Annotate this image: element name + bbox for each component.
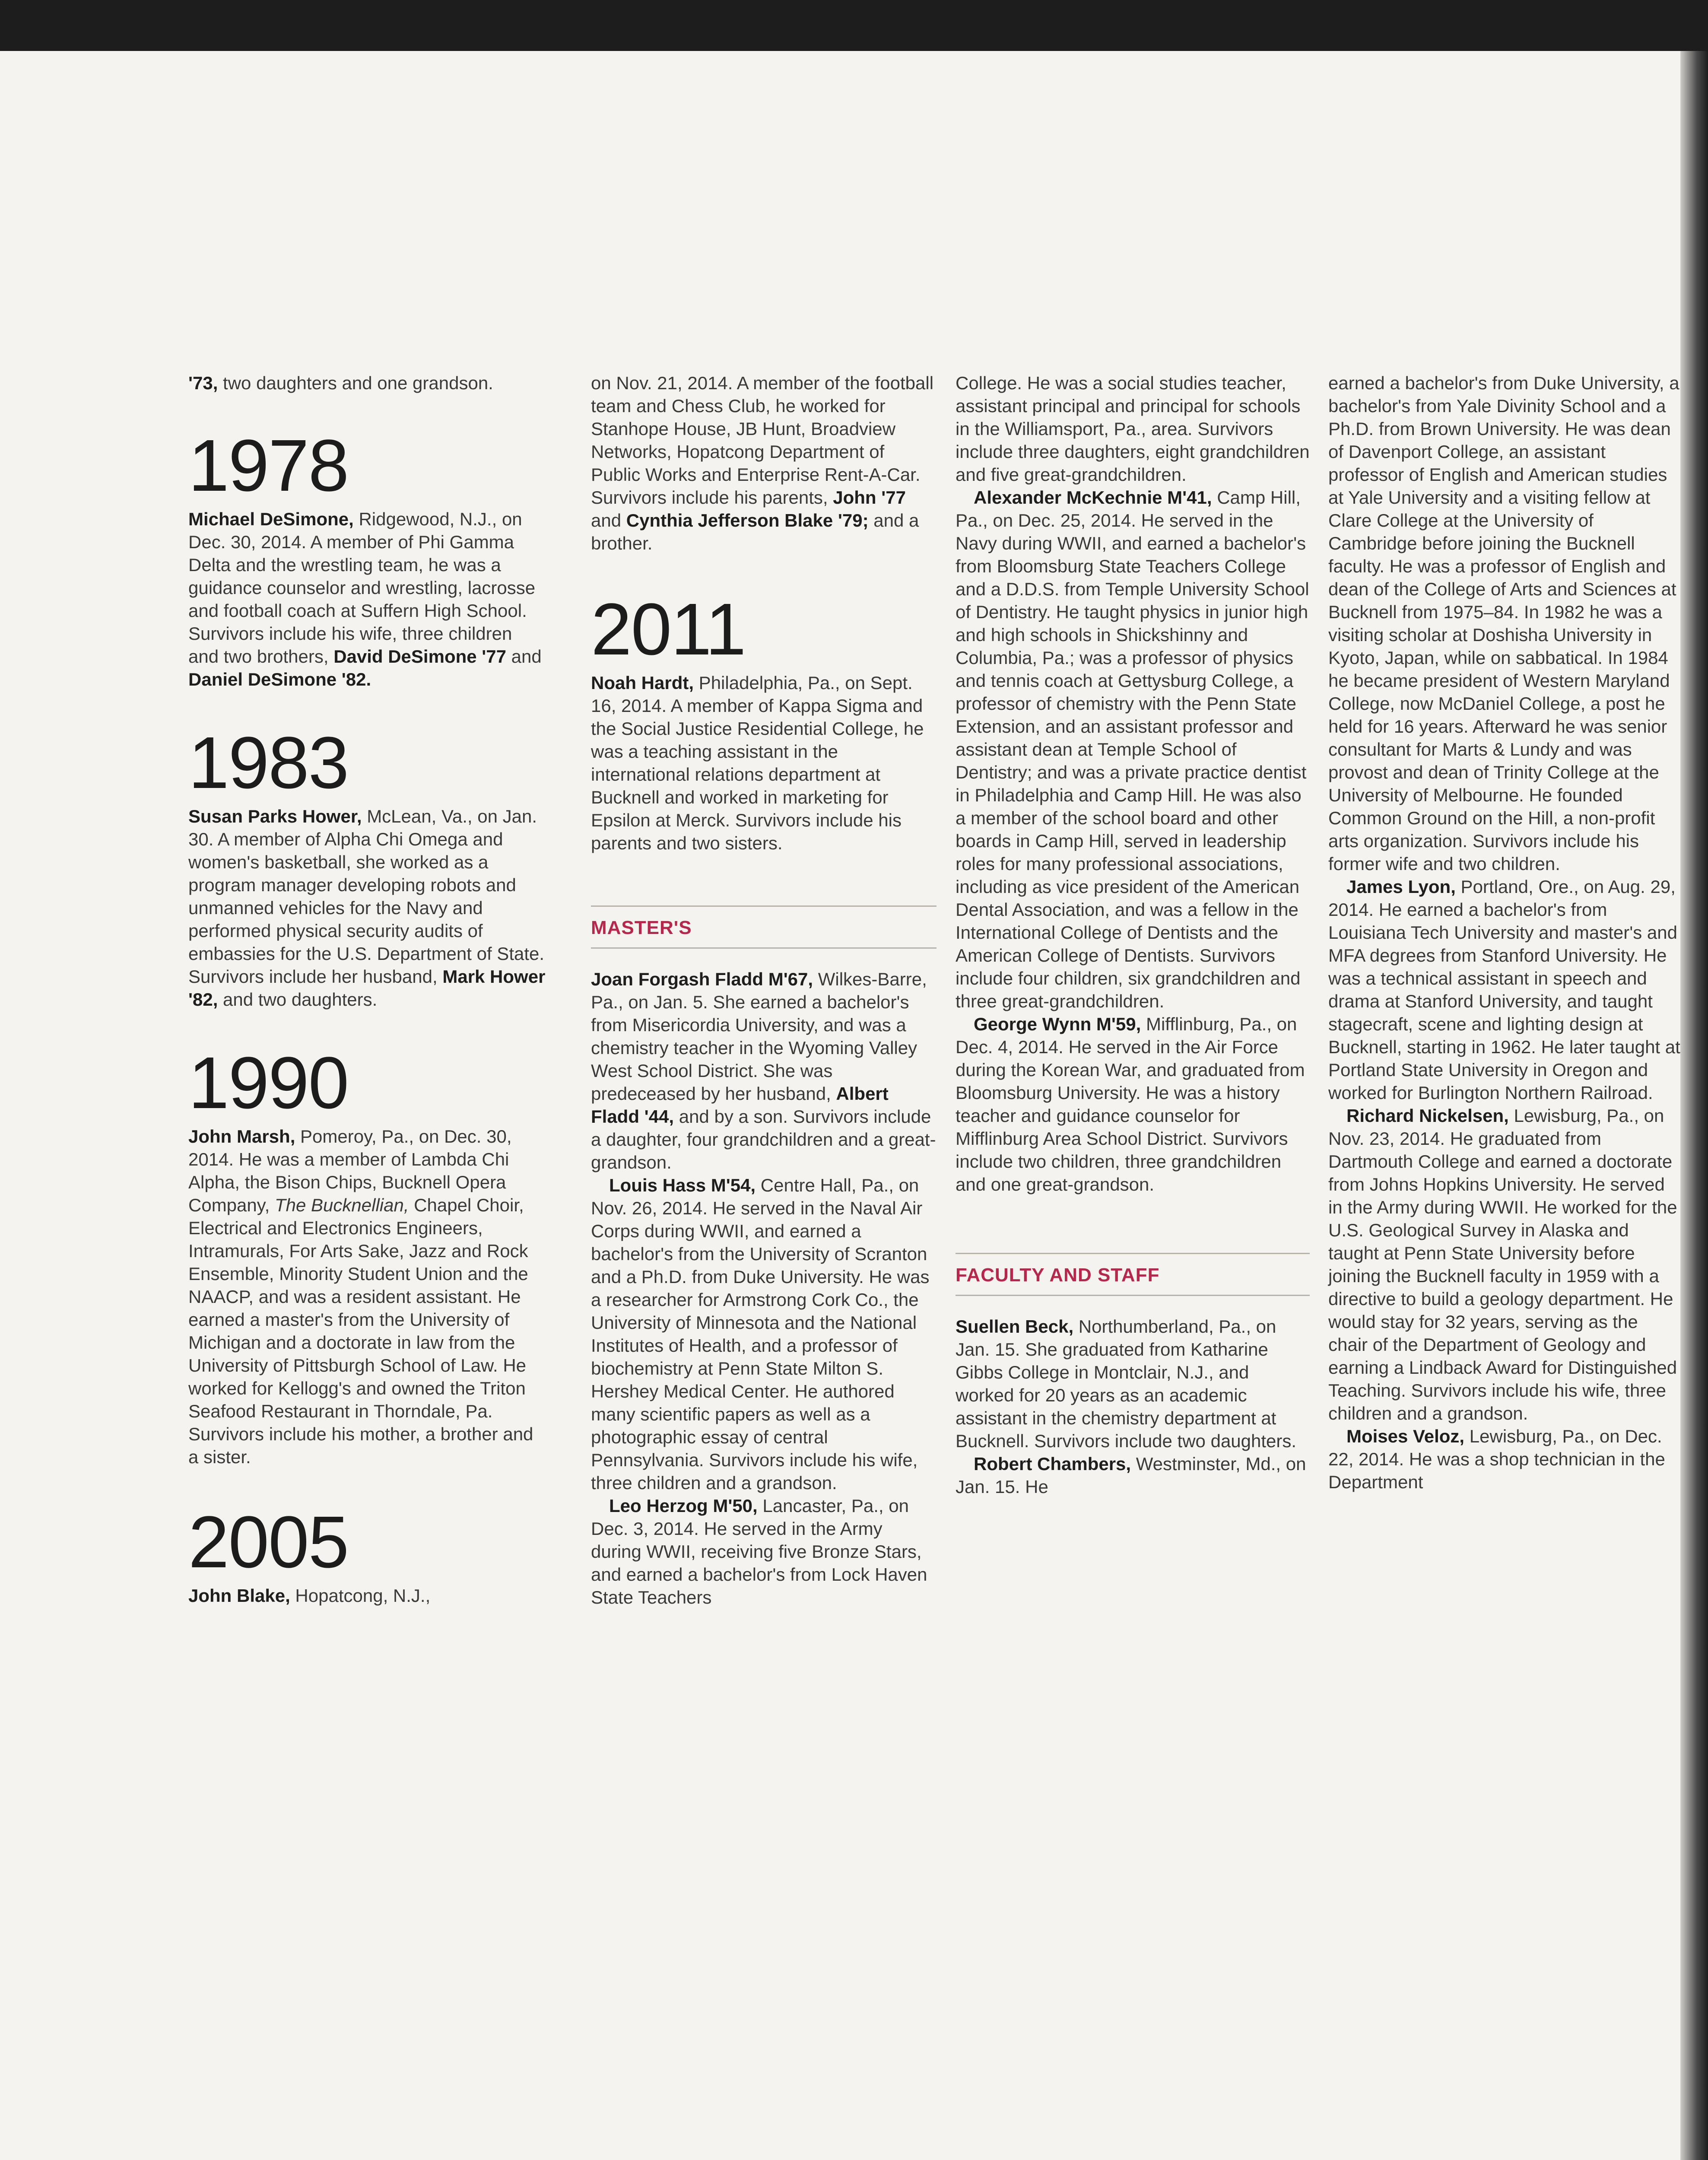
obituary-name: George Wynn M'59,	[974, 1014, 1141, 1034]
obituary-name: Noah Hardt,	[591, 673, 694, 693]
obituary-hardt: Noah Hardt, Philadelphia, Pa., on Sept. 16, 2014. A member of Kappa Sigma and the Social Justice Residential College, he was a teaching assistant in the international relations department at Bucknell and worked in marketing for Epsilon at Merck. Survivors include his parents and two sisters.	[591, 673, 924, 853]
obituary-name: John Blake,	[188, 1585, 290, 1606]
obituary-name: Robert Chambers,	[974, 1454, 1131, 1474]
obituary-chambers: Robert Chambers, Westminster, Md., on Jan. 15. He	[956, 1454, 1306, 1497]
column-4	[1328, 372, 1680, 1493]
obituary-name: Leo Herzog M'50,	[609, 1496, 758, 1516]
page-gutter-shadow	[1680, 51, 1708, 2160]
obituary-name: Susan Parks Hower,	[188, 806, 362, 826]
obituary-veloz: Moises Veloz, Lewisburg, Pa., on Dec. 22, 2014. He was a shop technician in the Department	[1328, 1426, 1665, 1492]
obituary-hass: Louis Hass M'54, Centre Hall, Pa., on Nov. 26, 2014. He served in the Naval Air Corps during WWII, and earned a bachelor's from the University of Scranton and a Ph.D. from Duke University. He was a researcher for Armstrong Cork Co., the University of Minnesota and the National Institutes of Health, and a professor of biochemistry at Penn State Milton S. Hershey Medical Center. He authored many scientific papers as well as a photographic essay of central Pennsylvania. Survivors include his wife, three children and a grandson.	[591, 1175, 930, 1493]
obituary-name: Michael DeSimone,	[188, 509, 354, 529]
class-year-name: '73,	[188, 373, 218, 393]
obituary-chambers-continued: earned a bachelor's from Duke University, a bachelor's from Yale Divinity School and a Ph.D. from Brown University. He was dean of Davenport College, an assistant professor of English and American studies at Yale University and a visiting fellow at Clare College at the University of Cambridge before joining the Bucknell faculty. He was a professor of English and dean of the College of Arts and Sciences at Bucknell from 1975–84. In 1982 he was a visiting scholar at Doshisha University in Kyoto, Japan, while on sabbatical. In 1984 he became president of Western Maryland College, now McDaniel College, a post he held for 16 years. Afterward he was senior consultant for Marts & Lundy and was provost and dean of Trinity College at the University of Melbourne. He founded Common Ground on the Hill, a non-profit arts organization. Survivors include his former wife and two children.	[1328, 373, 1679, 874]
obituary-name: Joan Forgash Fladd M'67,	[591, 969, 813, 989]
obituary-name: Alexander McKechnie M'41,	[974, 487, 1212, 508]
obituary-herzog-continued: College. He was a social studies teacher, assistant principal and principal for schools in the Williamsport, Pa., area. Survivors include three daughters, eight grandchildren and five great-grandchildren.	[956, 373, 1310, 485]
year-heading-1990: 1990	[188, 1042, 349, 1124]
obituary-name: James Lyon,	[1346, 877, 1456, 897]
obituary-blake-continued: on Nov. 21, 2014. A member of the football team and Chess Club, he worked for Stanhope House, JB Hunt, Broadview Networks, Hopatcong Department of Public Works and Enterprise Rent-A-Car. Survivors include his parents, John '77 and Cynthia Jefferson Blake '79; and a brother.	[591, 373, 934, 553]
year-heading-2005: 2005	[188, 1501, 349, 1583]
year-heading-2011: 2011	[591, 588, 746, 670]
obituary-name: Richard Nickelsen,	[1346, 1105, 1509, 1126]
obituary-name: Suellen Beck,	[956, 1316, 1074, 1337]
column-1	[188, 372, 547, 1607]
year-heading-1983: 1983	[188, 722, 349, 804]
obituary-lyon: James Lyon, Portland, Ore., on Aug. 29, 2014. He earned a bachelor's from Louisiana Tech University and master's and MFA degrees from Stanford University. He was a technical assistant in speech and drama at Stanford University, and taught stagecraft, scene and lighting design at Bucknell, starting in 1962. He later taught at Portland State University in Oregon and worked for Burlington Northern Railroad.	[1328, 877, 1680, 1103]
section-heading-masters: MASTER'S	[591, 905, 937, 949]
obituary-name: Louis Hass M'54,	[609, 1175, 756, 1195]
obituary-beck: Suellen Beck, Northumberland, Pa., on Jan. 15. She graduated from Katharine Gibbs College in Montclair, N.J., and worked for 20 years as an academic assistant in the chemistry department at Bucknell. Survivors include two daughters.	[956, 1316, 1297, 1451]
year-heading-1978: 1978	[188, 425, 349, 507]
obituary-name: Moises Veloz,	[1346, 1426, 1465, 1446]
column-3	[956, 372, 1310, 1498]
section-heading-faculty-staff: FACULTY AND STAFF	[956, 1253, 1310, 1296]
obituary-mckechnie: Alexander McKechnie M'41, Camp Hill, Pa., on Dec. 25, 2014. He served in the Navy during WWII, and earned a bachelor's from Bloomsburg State Teachers College and a D.D.S. from Temple University School of Dentistry. He taught physics in junior high and high schools in Shickshinny and Columbia, Pa.; was a professor of physics and tennis coach at Gettysburg College, a professor of chemistry with the Penn State Extension, and an assistant professor and assistant dean at Temple School of Dentistry; and was a private practice dentist in Philadelphia and Camp Hill. He was also a member of the school board and other boards in Camp Hill, served in leadership roles for many professional associations, including as vice president of the American Dental Association, and was a fellow in the International College of Dentists and the American College of Dentists. Survivors include four children, six grandchildren and three great-grandchildren.	[956, 487, 1309, 1011]
obituary-wynn: George Wynn M'59, Mifflinburg, Pa., on Dec. 4, 2014. He served in the Air Force during the Korean War, and graduated from Bloomsburg University. He was a history teacher and guidance counselor for Mifflinburg Area School District. Survivors include two children, three grandchildren and one great-grandson.	[956, 1014, 1305, 1194]
obituary-herzog: Leo Herzog M'50, Lancaster, Pa., on Dec. 3, 2014. He served in the Army during WWII, receiving five Bronze Stars, and earned a bachelor's from Lock Haven State Teachers	[591, 1496, 927, 1607]
obituary-hower: Susan Parks Hower, McLean, Va., on Jan. 30. A member of Alpha Chi Omega and women's basketball, she worked as a program manager developing robots and unmanned vehicles for the Navy and performed physical security audits of embassies for the U.S. Department of State. Survivors include her husband, Mark Hower '82, and two daughters.	[188, 806, 546, 1010]
column-2	[591, 372, 937, 1609]
obituary-continued: '73, two daughters and one grandson.	[188, 373, 493, 393]
obituary-fladd: Joan Forgash Fladd M'67, Wilkes-Barre, Pa., on Jan. 5. She earned a bachelor's from Misericordia University, and was a chemistry teacher in the Wyoming Valley West School District. She was predeceased by her husband, Albert Fladd '44, and by a son. Survivors include a daughter, four grandchildren and a great-grandson.	[591, 969, 936, 1172]
obituary-name: John Marsh,	[188, 1126, 295, 1147]
obituary-desimone: Michael DeSimone, Ridgewood, N.J., on Dec. 30, 2014. A member of Phi Gamma Delta and the wrestling team, he was a guidance counselor and wrestling, lacrosse and football coach at Suffern High School. Survivors include his wife, three children and two brothers, David DeSimone '77 and Daniel DeSimone '82.	[188, 509, 542, 689]
obituary-marsh: John Marsh, Pomeroy, Pa., on Dec. 30, 2014. He was a member of Lambda Chi Alpha, the Bison Chips, Bucknell Opera Company, The Bucknellian, Chapel Choir, Electrical and Electronics Engineers, Intramurals, For Arts Sake, Jazz and Rock Ensemble, Minority Student Union and the NAACP, and was a resident assistant. He earned a master's from the University of Michigan and a doctorate in law from the University of Pittsburgh School of Law. He worked for Kellogg's and owned the Triton Seafood Restaurant in Thorndale, Pa. Survivors include his mother, a brother and a sister.	[188, 1126, 533, 1467]
obituary-nickelsen: Richard Nickelsen, Lewisburg, Pa., on Nov. 23, 2014. He graduated from Dartmouth College and earned a doctorate from Johns Hopkins University. He served in the Army during WWII. He worked for the U.S. Geological Survey in Alaska and taught at Penn State University before joining the Bucknell faculty in 1959 with a directive to build a geology department. He would stay for 32 years, serving as the chair of the Department of Geology and earning a Lindback Award for Distinguished Teaching. Survivors include his wife, three children and a grandson.	[1328, 1105, 1677, 1423]
obituary-blake: John Blake, Hopatcong, N.J.,	[188, 1585, 431, 1606]
